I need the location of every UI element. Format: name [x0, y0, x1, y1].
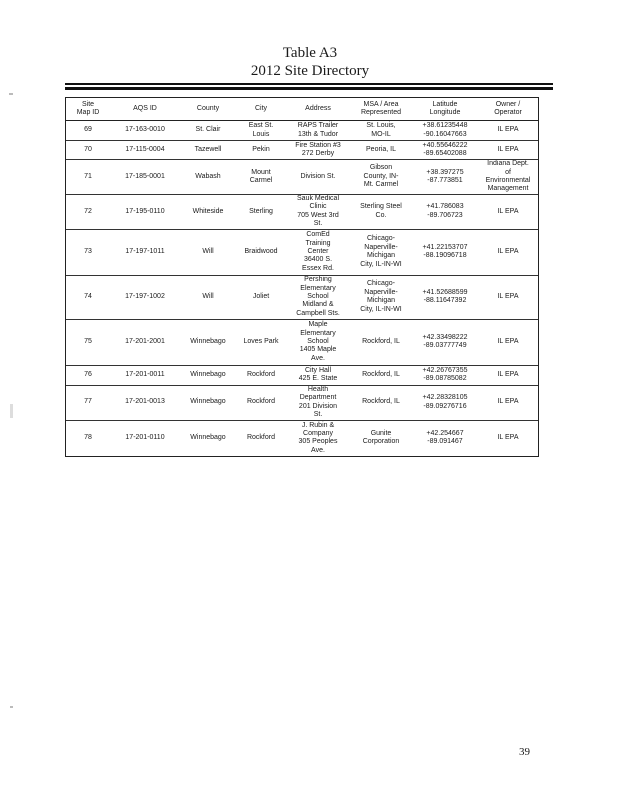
table-cell	[286, 420, 350, 456]
table-cell	[236, 275, 286, 319]
table-cell	[110, 141, 180, 160]
table-cell	[286, 160, 350, 195]
table-cell	[66, 229, 110, 275]
cell-line: St.	[313, 220, 323, 228]
table-body	[66, 121, 538, 457]
scan-speck	[10, 706, 13, 708]
cell-line: 36400 S.	[303, 256, 333, 264]
cell-line: Will	[202, 247, 214, 255]
cell-line: Rockford, IL	[362, 370, 400, 378]
cell-line: St. Clair	[195, 126, 221, 134]
cell-line: Mt. Carmel	[363, 181, 399, 189]
table-cell	[478, 365, 538, 385]
cell-line: Peoria, IL	[366, 145, 396, 153]
cell-line: Division St.	[300, 172, 336, 180]
table-cell	[350, 275, 412, 319]
table-cell	[350, 141, 412, 160]
cell-line: Winnebago	[190, 337, 226, 345]
cell-line: +42.33498222	[422, 333, 468, 341]
cell-line: 17-201-2001	[125, 337, 165, 345]
cell-line: Training	[305, 239, 331, 247]
table-cell	[110, 195, 180, 230]
cell-line: St.	[313, 411, 323, 419]
table-cell	[350, 160, 412, 195]
table-cell	[350, 319, 412, 365]
cell-line: 17-163-0010	[125, 126, 165, 134]
table-cell	[412, 160, 478, 195]
cell-line: Center	[307, 247, 329, 255]
column-header	[350, 98, 412, 121]
table-cell	[286, 121, 350, 141]
table-cell	[236, 195, 286, 230]
cell-line: County	[196, 104, 220, 112]
table-row	[66, 229, 538, 275]
cell-line: Rockford	[246, 434, 275, 442]
cell-line: +42.26767355	[422, 366, 468, 374]
cell-line: -89.65402088	[423, 150, 467, 157]
cell-line: Carmel	[249, 177, 273, 184]
cell-line: 201 Division	[298, 402, 338, 410]
table-cell	[478, 195, 538, 230]
cell-line: Pekin	[252, 145, 270, 153]
cell-line: Whiteside	[192, 207, 224, 215]
cell-line: +38.397275	[426, 168, 464, 176]
table-cell	[286, 195, 350, 230]
table-cell	[66, 195, 110, 230]
cell-line: 71	[84, 172, 92, 180]
cell-line: Rockford, IL	[362, 398, 400, 406]
table-cell	[350, 420, 412, 456]
table-cell	[66, 319, 110, 365]
table-cell	[412, 420, 478, 456]
cell-line: St. Louis,	[366, 122, 396, 130]
title-rule-bottom	[65, 87, 553, 90]
cell-line: Latitude	[432, 100, 458, 108]
cell-line: +41.786083	[426, 203, 464, 211]
table-row	[66, 195, 538, 230]
table-row	[66, 121, 538, 141]
title-rule-top	[65, 83, 553, 85]
table-cell	[478, 385, 538, 420]
table-cell	[412, 385, 478, 420]
table-title: Table A3	[282, 45, 338, 61]
cell-line: Site	[81, 100, 95, 108]
table-cell	[110, 420, 180, 456]
cell-line: Sterling Steel	[360, 203, 402, 211]
cell-line: of	[505, 168, 511, 176]
table-cell	[286, 365, 350, 385]
table-cell	[478, 275, 538, 319]
table-cell	[110, 229, 180, 275]
cell-line: School	[307, 292, 329, 300]
cell-line: +41.52688599	[422, 288, 468, 296]
cell-line: Indiana Dept.	[487, 160, 529, 168]
table-cell	[350, 195, 412, 230]
cell-line: 272 Derby	[301, 150, 335, 157]
cell-line: +42.28328105	[422, 394, 468, 402]
table-cell	[412, 229, 478, 275]
table-row	[66, 420, 538, 456]
table-cell	[478, 121, 538, 141]
cell-line: IL EPA	[497, 398, 519, 406]
cell-line: County, IN-	[363, 172, 399, 180]
table-cell	[66, 121, 110, 141]
cell-line: 75	[84, 337, 92, 345]
cell-line: IL EPA	[497, 145, 519, 153]
cell-line: Michigan	[366, 297, 395, 305]
cell-line: -89.091467	[427, 438, 463, 446]
table-cell	[286, 319, 350, 365]
table-cell	[286, 385, 350, 420]
table-cell	[412, 195, 478, 230]
cell-line: Co.	[375, 211, 387, 219]
column-header	[66, 98, 110, 121]
table-cell	[180, 420, 236, 456]
table-cell	[478, 420, 538, 456]
table-cell	[66, 420, 110, 456]
table-cell	[236, 141, 286, 160]
cell-line: 74	[84, 292, 92, 300]
cell-line: IL EPA	[497, 370, 519, 378]
cell-line: Maple	[308, 321, 328, 329]
cell-line: RAPS Trailer	[297, 122, 339, 130]
table-cell	[350, 385, 412, 420]
cell-line: -89.09276716	[423, 402, 467, 410]
cell-line: City, IL-IN-WI	[360, 305, 402, 313]
cell-line: Mount	[251, 168, 271, 176]
cell-line: Ave.	[311, 354, 325, 362]
cell-line: Company	[303, 429, 333, 437]
cell-line: Sterling	[249, 207, 273, 215]
cell-line: Naperville-	[364, 288, 398, 296]
cell-line: Map ID	[76, 109, 100, 116]
table-cell	[66, 385, 110, 420]
table-cell	[110, 121, 180, 141]
table-cell	[286, 229, 350, 275]
column-header	[286, 98, 350, 121]
table-cell	[66, 275, 110, 319]
table-cell	[286, 275, 350, 319]
cell-line: Rockford	[246, 398, 275, 406]
table-cell	[236, 319, 286, 365]
table-cell	[350, 365, 412, 385]
cell-line: 73	[84, 247, 92, 255]
table-cell	[236, 385, 286, 420]
table-row	[66, 141, 538, 160]
table-cell	[478, 229, 538, 275]
cell-line: 17-197-1002	[125, 292, 165, 300]
cell-line: City	[254, 104, 268, 112]
cell-line: 705 West 3rd	[297, 211, 339, 219]
cell-line: Management	[487, 185, 529, 193]
cell-line: 17-201-0011	[125, 370, 165, 378]
cell-line: Operator	[494, 109, 522, 116]
table-cell	[350, 229, 412, 275]
cell-line: IL EPA	[497, 247, 519, 255]
cell-line: AQS ID	[133, 104, 157, 112]
cell-line: 13th & Tudor	[297, 130, 339, 138]
table-cell	[180, 275, 236, 319]
cell-line: Health	[307, 385, 329, 393]
cell-line: Longitude	[429, 109, 461, 116]
cell-line: ComEd	[306, 231, 330, 239]
table-cell	[180, 160, 236, 195]
cell-line: 305 Peoples	[298, 438, 338, 446]
table-cell	[180, 385, 236, 420]
table-row	[66, 275, 538, 319]
cell-line: -90.16047663	[423, 130, 467, 138]
table-cell	[180, 121, 236, 141]
table-row	[66, 319, 538, 365]
cell-line: +42.254667	[426, 429, 464, 437]
cell-line: Pershing	[304, 276, 332, 284]
table-cell	[236, 229, 286, 275]
table-cell	[66, 160, 110, 195]
table-cell	[66, 141, 110, 160]
table-cell	[236, 121, 286, 141]
table-cell	[236, 160, 286, 195]
cell-line: 78	[84, 434, 92, 442]
cell-line: 76	[84, 370, 92, 378]
table-cell	[412, 365, 478, 385]
cell-line: Winnebago	[190, 398, 226, 406]
table-cell	[110, 365, 180, 385]
table-cell	[66, 365, 110, 385]
cell-line: IL EPA	[497, 126, 519, 134]
cell-line: Will	[202, 292, 214, 300]
cell-line: Chicago-	[366, 235, 395, 243]
column-header	[236, 98, 286, 121]
scan-speck	[10, 404, 13, 418]
cell-line: Louis	[252, 130, 270, 138]
cell-line: Wabash	[195, 172, 221, 180]
table-cell	[180, 195, 236, 230]
site-directory-table	[65, 97, 539, 457]
cell-line: 77	[84, 398, 92, 406]
cell-line: 17-201-0013	[125, 398, 165, 406]
cell-line: IL EPA	[497, 337, 519, 345]
table-cell	[478, 160, 538, 195]
cell-line: +38.61235448	[422, 122, 468, 130]
table-cell	[110, 319, 180, 365]
table-cell	[286, 141, 350, 160]
table-subtitle: 2012 Site Directory	[250, 63, 370, 79]
table-cell	[180, 141, 236, 160]
cell-line: Joliet	[252, 292, 270, 300]
cell-line: -89.03777749	[423, 342, 467, 350]
table-cell	[350, 121, 412, 141]
cell-line: Braidwood	[244, 247, 278, 255]
cell-line: Essex Rd.	[302, 264, 334, 272]
table-cell	[110, 275, 180, 319]
table-header-row	[66, 98, 538, 121]
cell-line: Sauk Medical	[296, 195, 340, 202]
cell-line: 69	[84, 126, 92, 134]
table-cell	[180, 365, 236, 385]
cell-line: -89.08785082	[423, 375, 467, 383]
table-cell	[412, 275, 478, 319]
table-cell	[478, 319, 538, 365]
cell-line: Loves Park	[243, 337, 279, 345]
cell-line: Michigan	[366, 252, 395, 260]
cell-line: IL EPA	[497, 207, 519, 215]
cell-line: MSA / Area	[363, 100, 399, 108]
cell-line: Owner /	[495, 100, 521, 108]
cell-line: Midland &	[302, 301, 334, 309]
page-number: 39	[519, 746, 530, 758]
column-header	[180, 98, 236, 121]
cell-line: Address	[305, 104, 331, 112]
cell-line: -87.773851	[427, 177, 463, 184]
cell-line: 17-201-0110	[125, 434, 165, 442]
cell-line: Chicago-	[366, 280, 395, 288]
column-header	[478, 98, 538, 121]
cell-line: School	[307, 337, 329, 345]
table-cell	[110, 160, 180, 195]
table-cell	[180, 229, 236, 275]
cell-line: +41.22153707	[422, 243, 468, 251]
cell-line: Environmental	[485, 177, 531, 184]
table-cell	[412, 121, 478, 141]
table-cell	[412, 141, 478, 160]
cell-line: Rockford, IL	[362, 337, 400, 345]
cell-line: 17-185-0001	[125, 172, 165, 180]
cell-line: -88.19096718	[423, 252, 467, 260]
table-cell	[110, 385, 180, 420]
cell-line: Winnebago	[190, 434, 226, 442]
cell-line: Campbell Sts.	[296, 309, 340, 317]
cell-line: -89.706723	[427, 211, 463, 219]
cell-line: Tazewell	[194, 145, 222, 153]
scan-speck	[9, 93, 13, 95]
cell-line: IL EPA	[497, 434, 519, 442]
cell-line: Department	[299, 394, 337, 402]
table-row	[66, 160, 538, 195]
cell-line: City, IL-IN-WI	[360, 260, 402, 268]
cell-line: +40.55646222	[422, 141, 468, 149]
column-header	[412, 98, 478, 121]
cell-line: City Hall	[304, 366, 332, 374]
cell-line: Naperville-	[364, 243, 398, 251]
table-cell	[412, 319, 478, 365]
cell-line: Winnebago	[190, 370, 226, 378]
cell-line: Fire Station #3	[295, 141, 341, 149]
cell-line: 17-197-1011	[125, 247, 165, 255]
cell-line: 72	[84, 207, 92, 215]
cell-line: Elementary	[300, 284, 336, 292]
cell-line: 17-195-0110	[125, 207, 165, 215]
cell-line: MO-IL	[371, 130, 391, 138]
cell-line: East St.	[248, 122, 274, 130]
cell-line: -88.11647392	[423, 297, 467, 305]
cell-line: Gibson	[369, 164, 393, 172]
cell-line: Rockford	[246, 370, 275, 378]
cell-line: 17-115-0004	[125, 145, 165, 153]
cell-line: IL EPA	[497, 292, 519, 300]
column-header	[110, 98, 180, 121]
cell-line: Gunite	[370, 429, 392, 437]
table-row	[66, 385, 538, 420]
cell-line: 1405 Maple	[299, 346, 337, 354]
table-cell	[478, 141, 538, 160]
cell-line: Represented	[360, 109, 402, 116]
cell-line: Ave.	[311, 446, 325, 454]
table-cell	[236, 420, 286, 456]
cell-line: J. Rubin &	[301, 421, 335, 429]
cell-line: Clinic	[309, 203, 327, 211]
cell-line: 70	[84, 145, 92, 153]
table-row	[66, 365, 538, 385]
cell-line: Corporation	[362, 438, 400, 446]
cell-line: 425 E. State	[298, 375, 338, 383]
table-cell	[236, 365, 286, 385]
table-cell	[180, 319, 236, 365]
cell-line: Elementary	[300, 329, 336, 337]
